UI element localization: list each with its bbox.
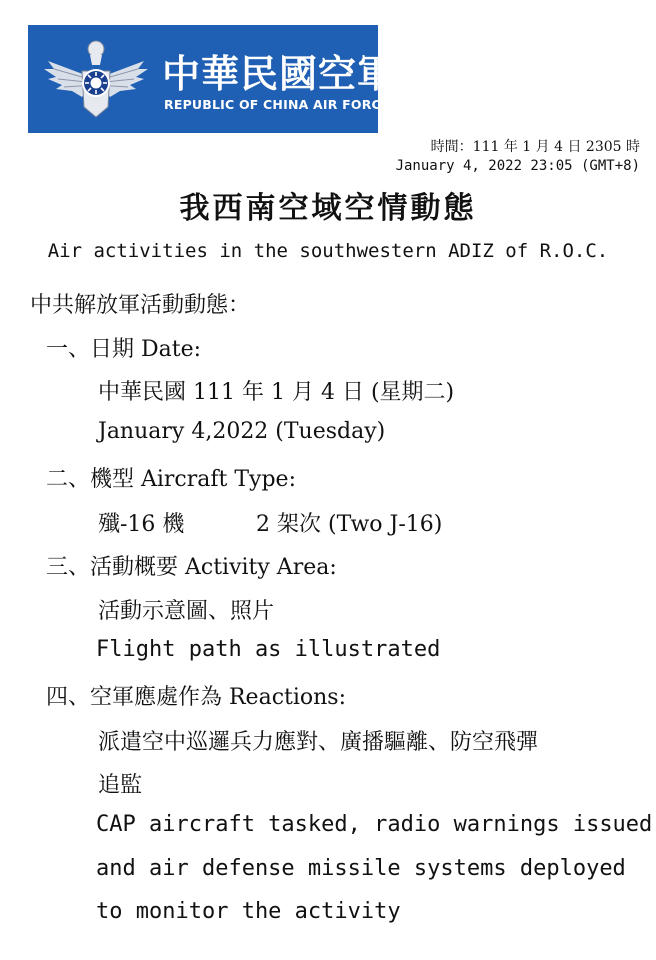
section-reactions-heading: 四、空軍應處作為 Reactions:	[46, 685, 347, 710]
document-title: 我西南空域空情動態	[179, 191, 477, 226]
date-en: January 4,2022 (Tuesday)	[98, 419, 386, 444]
reactions-en-line1: CAP aircraft tasked, radio warnings issued	[96, 812, 653, 837]
reactions-en-line2: and air defense missile systems deployed	[96, 856, 626, 881]
aircraft-count: 2 架次 (Two J-16)	[256, 512, 443, 537]
intro-heading: 中共解放軍活動動態：	[30, 293, 251, 318]
section-activity-heading: 三、活動概要 Activity Area:	[46, 555, 337, 580]
activity-en: Flight path as illustrated	[96, 637, 441, 662]
reactions-cn-line1: 派遣空中巡邏兵力應對、廣播驅離、防空飛彈	[98, 730, 539, 755]
aircraft-type: 殲-16 機	[98, 512, 185, 537]
reactions-cn-line2: 追監	[98, 773, 143, 798]
date-cn: 中華民國 111 年 1 月 4 日 (星期二)	[98, 380, 455, 405]
reactions-en-line3: to monitor the activity	[96, 899, 401, 924]
logo-title-en: REPUBLIC OF CHINA AIR FORCE	[164, 97, 390, 112]
roc-air-force-emblem-icon	[42, 35, 150, 123]
logo-banner	[28, 25, 397, 133]
timestamp-cn: 時間：111 年 1 月 4 日 2305 時	[430, 139, 640, 155]
timestamp-en: January 4, 2022 23:05 (GMT+8)	[395, 158, 640, 174]
activity-cn: 活動示意圖、照片	[98, 599, 275, 624]
logo-title-cn: 中華民國空軍	[162, 52, 397, 96]
section-date-heading: 一、日期 Date:	[46, 337, 202, 362]
section-aircraft-heading: 二、機型 Aircraft Type:	[46, 467, 296, 492]
document-subtitle: Air activities in the southwestern ADIZ of R.O.C.	[47, 240, 609, 262]
